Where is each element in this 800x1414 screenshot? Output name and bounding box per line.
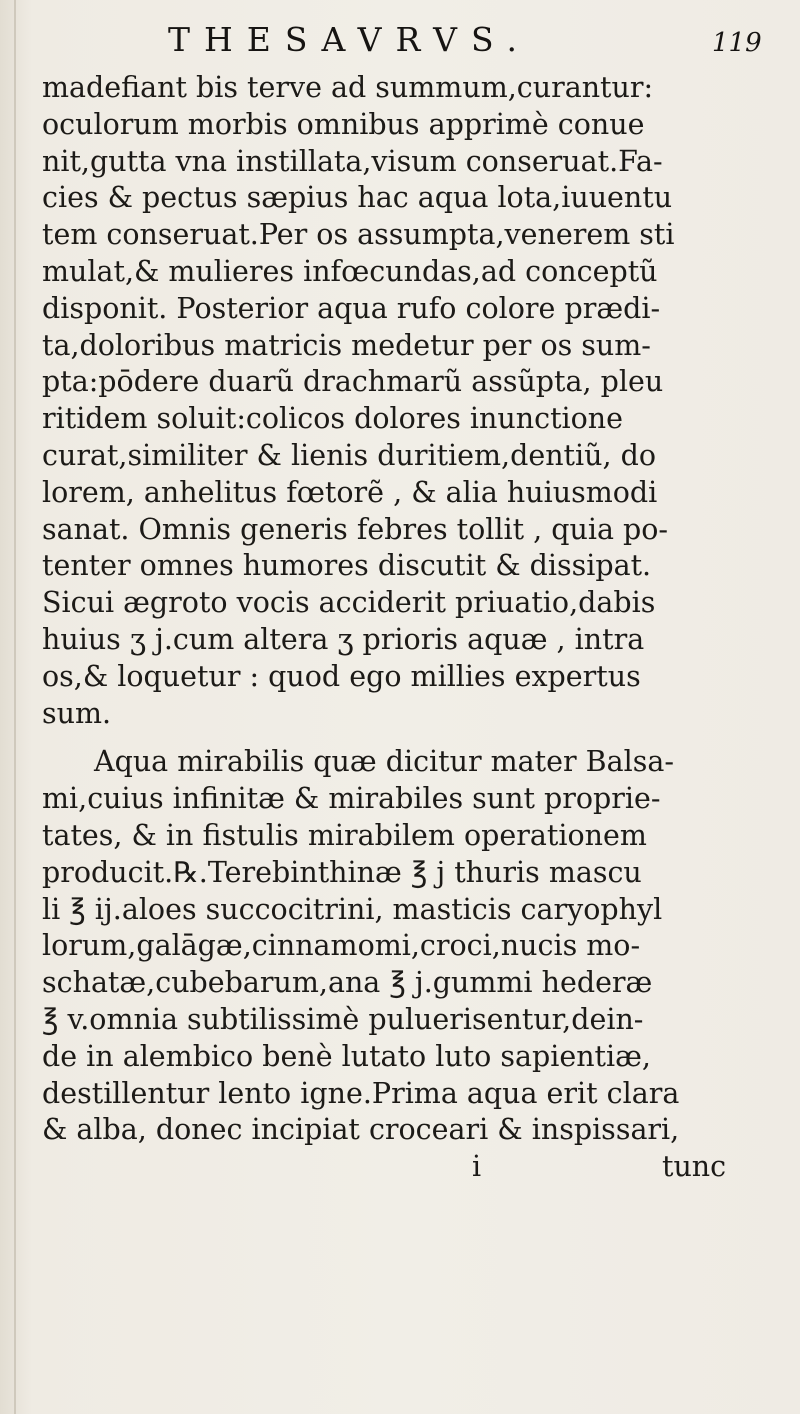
page-number: 119	[712, 28, 762, 58]
paragraph-2	[42, 744, 787, 1149]
text-line: tates, & in fistulis mirabilem operationem	[42, 818, 647, 852]
text-line: producit.℞.Terebinthinæ ℥ j thuris mascu	[42, 855, 642, 889]
text-line: ta,doloribus matricis medetur per os sum-	[42, 328, 651, 362]
text-line: sum.	[42, 696, 112, 730]
text-line: mi,cuius infinitæ & mirabiles sunt proprie-	[42, 782, 661, 816]
text-line: Aqua mirabilis quæ dicitur mater Balsa-	[94, 745, 674, 779]
paragraph-1	[42, 70, 787, 732]
text-line: nit,gutta vna instillata,visum conseruat.Fa-	[42, 144, 663, 178]
text-line: ℥ v.omnia subtilissimè puluerisentur,dein-	[42, 1002, 644, 1036]
text-line: cies & pectus sæpius hac aqua lota,iuuentu	[42, 181, 673, 215]
signature-mark: i	[472, 1150, 482, 1184]
text-line: & alba, donec incipiat croceari & inspissari,	[42, 1113, 680, 1147]
paragraph-gap	[42, 732, 787, 744]
catchword: tunc	[662, 1150, 727, 1184]
body-text	[42, 70, 787, 1186]
text-line: destillentur lento igne.Prima aqua erit clara	[42, 1076, 680, 1110]
text-line: lorum,galāgæ,cinnamomi,croci,nucis mo-	[42, 929, 641, 963]
text-line: madefiant bis terve ad summum,curantur:	[42, 71, 654, 104]
text-line: disponit. Posterior aqua rufo colore prædi-	[42, 291, 661, 325]
text-line: li ℥ ij.aloes succocitrini, masticis caryophyl	[42, 892, 663, 926]
text-line: tem conseruat.Per os assumpta,venerem sti	[42, 218, 675, 252]
text-line: curat,similiter & lienis duritiem,dentiũ, do	[42, 438, 657, 472]
text-line: ritidem soluit:colicos dolores inunctione	[42, 402, 624, 436]
text-line: tenter omnes humores discutit & dissipat.	[42, 549, 652, 583]
text-line: huius ʒ j.cum altera ʒ prioris aquæ , intra	[42, 622, 645, 656]
page-footer	[42, 1149, 787, 1186]
text-line: de in alembico benè lutato luto sapientiæ,	[42, 1039, 651, 1073]
text-line: lorem, anhelitus fœtorẽ , & alia huiusmodi	[42, 475, 658, 509]
running-title: THESAVRVS.	[168, 20, 531, 59]
text-line: mulat,& mulieres infœcundas,ad conceptũ	[42, 254, 658, 288]
text-line: Sicui ægroto vocis acciderit priuatio,dabis	[42, 586, 656, 620]
gutter-shadow	[14, 0, 16, 1414]
text-line: schatæ,cubebarum,ana ℥ j.gummi hederæ	[42, 966, 653, 1000]
text-line: pta:pōdere duarũ drachmarũ assũpta, pleu	[42, 365, 664, 399]
text-line: sanat. Omnis generis febres tollit , quia po-	[42, 512, 669, 546]
text-line: oculorum morbis omnibus apprimè conue	[42, 107, 645, 141]
text-line: os,& loquetur : quod ego millies expertus	[42, 659, 641, 693]
